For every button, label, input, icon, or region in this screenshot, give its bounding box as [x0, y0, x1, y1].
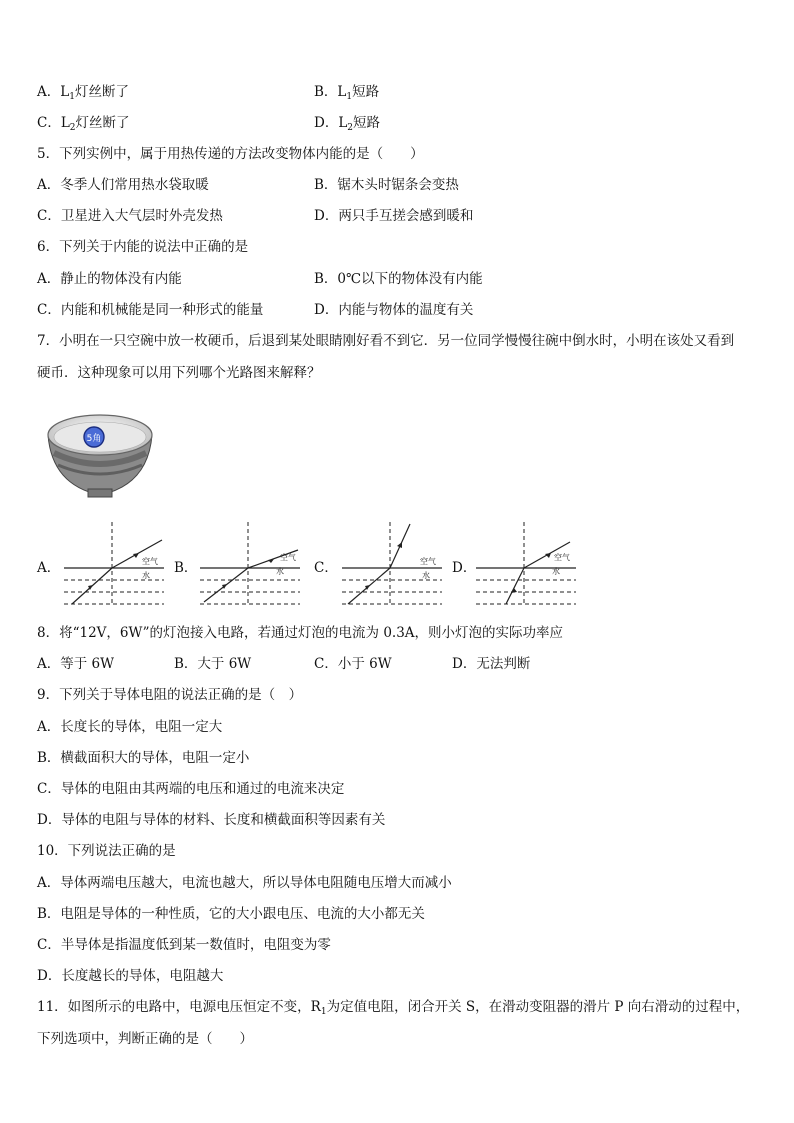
svg-text:水: 水: [422, 571, 430, 580]
q4-option-a: A．$L_1$灯丝断了: [37, 84, 129, 102]
q11-stem-line2: 下列选项中，判断正确的是（ ）: [37, 1031, 253, 1047]
q9-option-c: C．导体的电阻由其两端的电压和通过的电流来决定: [37, 781, 345, 797]
q8-option-d: D．无法判断: [452, 656, 531, 672]
q5-option-d: D．两只手互搓会感到暖和: [314, 208, 474, 224]
light-path-diagram-a: [62, 520, 166, 606]
q7-option-c-label: C．: [314, 560, 338, 576]
q10-option-c: C．半导体是指温度低到某一数值时，电阻变为零: [37, 937, 331, 953]
q6-option-d: D．内能与物体的温度有关: [314, 302, 474, 318]
svg-text:水: 水: [552, 567, 560, 576]
q6-stem: 6．下列关于内能的说法中正确的是: [37, 239, 249, 255]
svg-text:水: 水: [276, 567, 284, 576]
q8-option-c: C．小于 6W: [314, 656, 392, 672]
q4-option-b: B．$L_1$短路: [314, 84, 380, 102]
q9-stem: 9．下列关于导体电阻的说法正确的是（ ）: [37, 687, 303, 703]
bowl-with-coin-image: [44, 405, 156, 501]
q10-option-a: A．导体两端电压越大，电流也越大，所以导体电阻随电压增大而减小: [37, 875, 452, 891]
q6-option-a: A．静止的物体没有内能: [37, 271, 182, 287]
light-path-diagram-d: [474, 520, 578, 606]
q5-option-a: A．冬季人们常用热水袋取暖: [37, 177, 209, 193]
q8-option-b: B．大于 6W: [174, 656, 252, 672]
q11-stem-line1: 11．如图所示的电路中，电源电压恒定不变，$R_1$为定值电阻，闭合开关 S，在滑动变阻器的滑片 P 向右滑动的过程中，: [37, 999, 750, 1017]
light-path-diagram-c: [340, 520, 444, 606]
q10-option-d: D．长度越长的导体，电阻越大: [37, 968, 224, 984]
q7-option-d-label: D．: [452, 560, 477, 576]
q7-stem-line1: 7．小明在一只空碗中放一枚硬币，后退到某处眼睛刚好看不到它．另一位同学慢慢往碗中倒水时，小明在该处又看到: [37, 333, 735, 349]
q8-stem: 8．将“12V，6W”的灯泡接入电路，若通过灯泡的电流为 0.3A，则小灯泡的实际功率应: [37, 625, 564, 641]
q7-stem-line2: 硬币．这种现象可以用下列哪个光路图来解释？: [37, 365, 321, 381]
q10-option-b: B．电阻是导体的一种性质，它的大小跟电压、电流的大小都无关: [37, 906, 425, 922]
svg-text:空气: 空气: [280, 553, 296, 562]
q4-option-d: D．$L_2$短路: [314, 115, 381, 133]
svg-text:空气: 空气: [554, 553, 570, 562]
q6-option-b: B．0℃以下的物体没有内能: [314, 271, 483, 287]
q5-stem: 5．下列实例中，属于用热传递的方法改变物体内能的是（ ）: [37, 146, 424, 162]
q8-option-a: A．等于 6W: [37, 656, 115, 672]
q7-option-a-label: A．: [37, 560, 61, 576]
q5-option-c: C．卫星进入大气层时外壳发热: [37, 208, 223, 224]
svg-text:5角: 5角: [86, 434, 102, 444]
q9-option-b: B．横截面积大的导体，电阻一定小: [37, 750, 250, 766]
q4-option-c: C．$L_2$灯丝断了: [37, 115, 130, 133]
q9-option-a: A．长度长的导体，电阻一定大: [37, 719, 223, 735]
q10-stem: 10．下列说法正确的是: [37, 843, 176, 859]
q9-option-d: D．导体的电阻与导体的材料、长度和横截面积等因素有关: [37, 812, 386, 828]
q5-option-b: B．锯木头时锯条会变热: [314, 177, 459, 193]
svg-text:空气: 空气: [142, 557, 158, 566]
svg-text:空气: 空气: [420, 557, 436, 566]
light-path-diagram-b: [198, 520, 302, 606]
svg-text:水: 水: [142, 571, 150, 580]
q6-option-c: C．内能和机械能是同一种形式的能量: [37, 302, 264, 318]
q7-option-b-label: B．: [174, 560, 198, 576]
